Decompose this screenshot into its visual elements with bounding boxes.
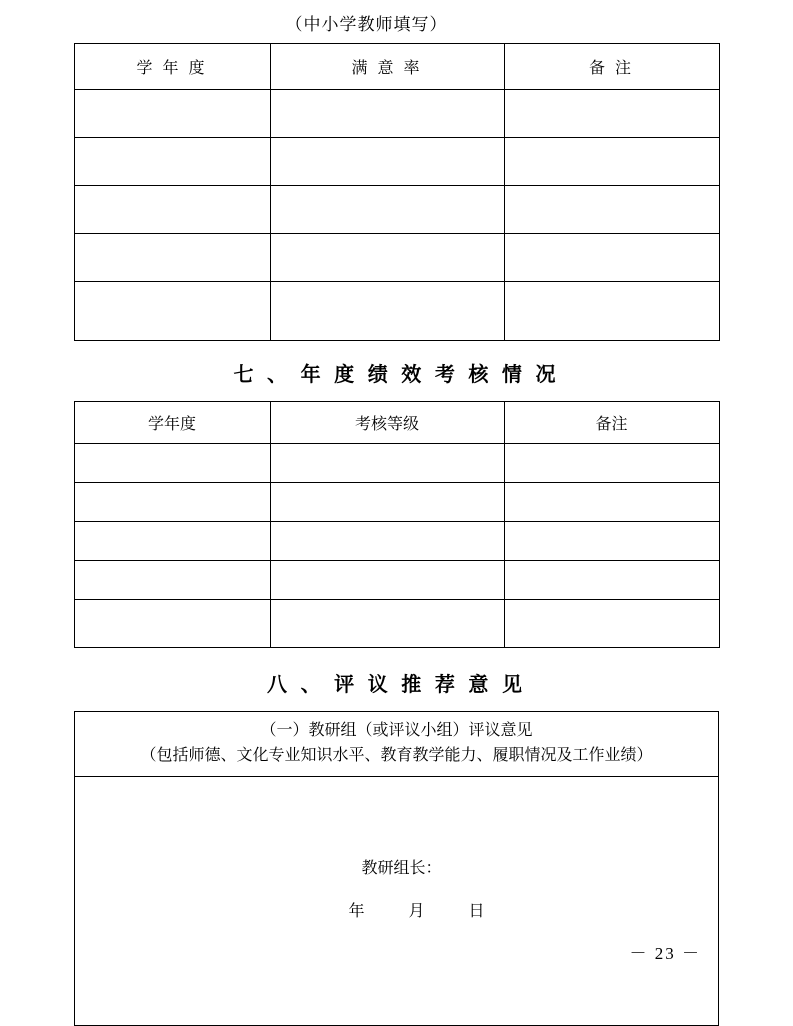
cell-assessment-grade[interactable] — [270, 600, 504, 648]
table-row — [74, 522, 719, 561]
cell-remarks[interactable] — [504, 186, 719, 234]
opinion-header-row — [75, 712, 719, 777]
performance-table — [74, 401, 720, 648]
opinion-head-line2: （包括师德、文化专业知识水平、教育教学能力、履职情况及工作业绩） — [140, 747, 653, 764]
cell-satisfaction-rate[interactable] — [270, 234, 504, 282]
cell-assessment-grade[interactable] — [270, 561, 504, 600]
cell-remarks[interactable] — [504, 138, 719, 186]
page-number: － 23 － — [629, 944, 701, 963]
column-header-remarks: 备 注 — [504, 44, 719, 90]
cell-school-year[interactable] — [74, 90, 270, 138]
table-row — [74, 90, 719, 138]
cell-remarks[interactable] — [504, 444, 719, 483]
section-8-title: 八 、 评 议 推 荐 意 见 — [267, 674, 526, 696]
cell-remarks[interactable] — [504, 561, 719, 600]
opinion-body[interactable] — [75, 855, 718, 1025]
cell-school-year[interactable] — [74, 234, 270, 282]
table-row — [74, 138, 719, 186]
date-line — [75, 898, 718, 921]
table-header-row — [74, 402, 719, 444]
table-row — [74, 444, 719, 483]
cell-school-year[interactable] — [74, 186, 270, 234]
date-day-label: 日 — [468, 903, 485, 920]
cell-satisfaction-rate[interactable] — [270, 90, 504, 138]
cell-school-year[interactable] — [74, 282, 270, 341]
opinion-table — [74, 711, 719, 1026]
signature-label: 教研组长： — [361, 860, 442, 877]
date-month-label: 月 — [408, 903, 425, 920]
cell-school-year[interactable] — [74, 483, 270, 522]
column-header-remarks: 备注 — [504, 402, 719, 444]
column-header-school-year: 学 年 度 — [74, 44, 270, 90]
column-header-satisfaction-rate: 满 意 率 — [270, 44, 504, 90]
opinion-body-row — [75, 777, 719, 1026]
cell-satisfaction-rate[interactable] — [270, 282, 504, 341]
cell-remarks[interactable] — [504, 483, 719, 522]
table-row — [74, 282, 719, 341]
table-row — [74, 186, 719, 234]
table-row — [74, 561, 719, 600]
cell-school-year[interactable] — [74, 444, 270, 483]
table-row — [74, 483, 719, 522]
cell-remarks[interactable] — [504, 234, 719, 282]
table-row — [74, 234, 719, 282]
section-7-title: 七 、 年 度 绩 效 考 核 情 况 — [233, 364, 560, 386]
cell-remarks[interactable] — [504, 282, 719, 341]
cell-school-year[interactable] — [74, 561, 270, 600]
table-header-row — [74, 44, 719, 90]
cell-remarks[interactable] — [504, 90, 719, 138]
cell-school-year[interactable] — [74, 138, 270, 186]
date-year-label: 年 — [348, 903, 365, 920]
cell-satisfaction-rate[interactable] — [270, 186, 504, 234]
table-row — [74, 600, 719, 648]
column-header-school-year: 学年度 — [74, 402, 270, 444]
cell-remarks[interactable] — [504, 522, 719, 561]
cell-remarks[interactable] — [504, 600, 719, 648]
cell-assessment-grade[interactable] — [270, 522, 504, 561]
cell-assessment-grade[interactable] — [270, 444, 504, 483]
cell-school-year[interactable] — [74, 522, 270, 561]
column-header-assessment-grade: 考核等级 — [270, 402, 504, 444]
cell-assessment-grade[interactable] — [270, 483, 504, 522]
cell-satisfaction-rate[interactable] — [270, 138, 504, 186]
cell-school-year[interactable] — [74, 600, 270, 648]
satisfaction-table — [74, 43, 720, 341]
header-note: （中小学教师填写） — [285, 15, 448, 34]
opinion-head-line1: （一）教研组（或评议小组）评议意见 — [260, 722, 533, 739]
